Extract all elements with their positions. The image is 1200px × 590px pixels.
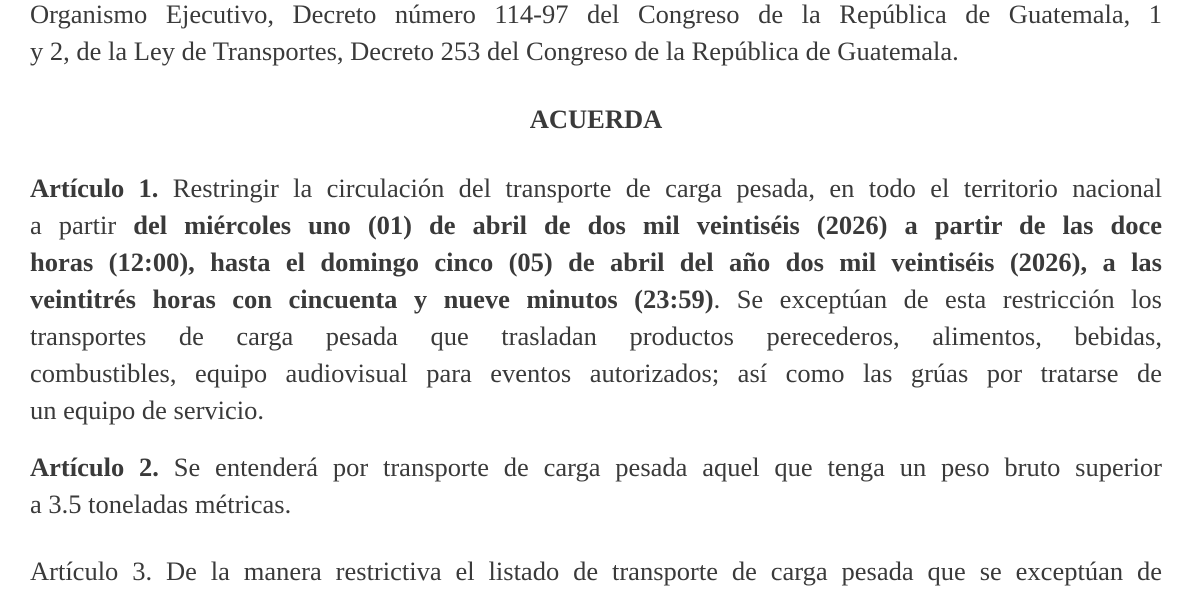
article-2-line-2: a 3.5 toneladas métricas. (30, 489, 292, 519)
article-2-text-1: Se entenderá por transporte de carga pesada aquel que tenga un peso bruto superior (173, 452, 1163, 482)
article-2-line-1 (30, 449, 1162, 486)
intro-paragraph (30, 0, 1162, 70)
article-3-partial (30, 553, 1162, 590)
article-1-line-3 (30, 244, 1162, 281)
article-1-line-7: un equipo de servicio. (30, 395, 265, 425)
article-1-text-2b: del miércoles uno (01) de abril de dos mil veintiséis (2026) a partir de las doce (133, 210, 1162, 240)
article-2-label: Artículo 2. (30, 452, 159, 482)
article-1-line-1 (30, 170, 1162, 207)
article-3-line-1: Artículo 3. De la manera restrictiva el listado de transporte de carga pesada que se exceptúan de (30, 556, 1162, 586)
article-1-text-4b: . Se exceptúan de esta restricción los (713, 284, 1162, 314)
article-1-paragraph (30, 170, 1162, 429)
article-1-line-2 (30, 207, 1162, 244)
intro-line-2: y 2, de la Ley de Transportes, Decreto 253 del Congreso de la República de Guatemala. (30, 36, 959, 66)
article-1-text-3: horas (12:00), hasta el domingo cinco (05) de abril del año dos mil veintiséis (2026), a las (30, 247, 1162, 277)
article-1-text-1: Restringir la circulación del transporte de carga pesada, en todo el territorio nacional (172, 173, 1163, 203)
article-1-line-4 (30, 281, 1162, 318)
intro-line-1: Organismo Ejecutivo, Decreto número 114-97 del Congreso de la República de Guatemala, 1 (30, 0, 1162, 29)
article-1-text-4a: veintitrés horas con cincuenta y nueve minutos (23:59) (30, 284, 714, 314)
article-1-line-5: transportes de carga pesada que trasladan productos perecederos, alimentos, bebidas, (30, 321, 1162, 351)
section-heading: ACUERDA (529, 104, 663, 134)
article-1-line-6: combustibles, equipo audiovisual para eventos autorizados; así como las grúas por tratarse de (30, 358, 1162, 388)
article-1-text-2a: a partir (30, 210, 117, 240)
article-2-paragraph (30, 449, 1162, 523)
article-1-label: Artículo 1. (30, 173, 159, 203)
